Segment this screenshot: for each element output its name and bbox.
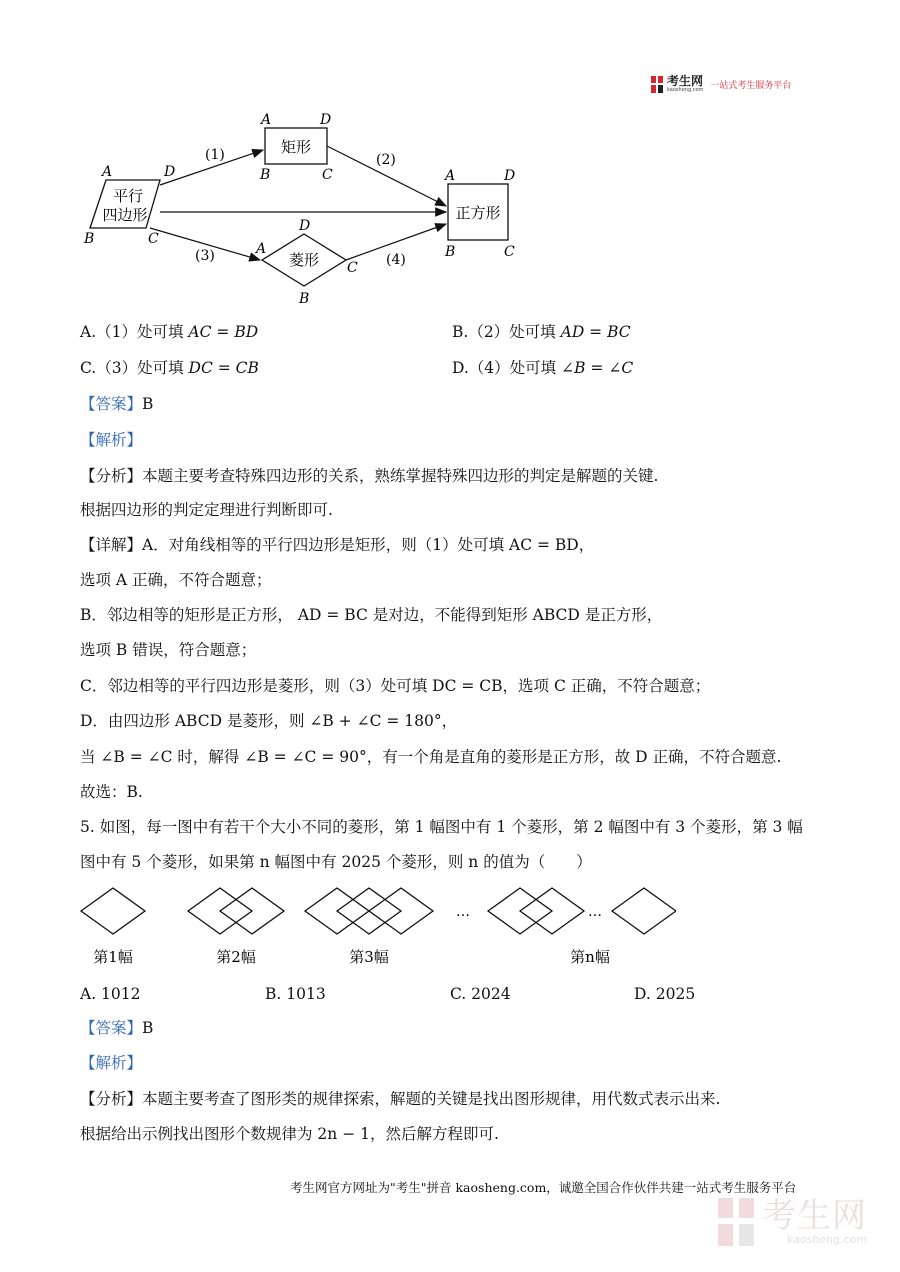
q4-xiangjie-c1: C．邻边相等的平行四边形是菱形，则（3）处可填 DC = CB，选项 C 正确，不符合题意； bbox=[80, 677, 711, 695]
q4-answer bbox=[80, 394, 153, 414]
q5-fenxi-tag: 【分析】 bbox=[80, 1090, 143, 1108]
fig1-label: 第1幅 bbox=[93, 948, 133, 966]
logo-slogan: 一站式考生服务平台 bbox=[710, 80, 792, 91]
rectangle-vertex-b: B bbox=[260, 167, 271, 183]
square-label: 正方形 bbox=[455, 204, 501, 222]
q4-option-c-label: C.（3）处可填 bbox=[80, 359, 184, 377]
arrow-4-label: (4) bbox=[386, 252, 406, 268]
q4-option-c[interactable] bbox=[80, 358, 259, 378]
q4-option-c-math: DC = CB bbox=[188, 359, 259, 377]
q4-option-d-label: D.（4）处可填 bbox=[452, 359, 557, 377]
footer-text: 考生网官方网址为"考生"拼音 kaosheng.com，诚邀全国合作伙伴共建一站式考生服务平台 bbox=[290, 1180, 797, 1195]
q4-fenxi-tag: 【分析】 bbox=[80, 467, 143, 485]
q4-xiangjie-a2: 选项 A 正确，不符合题意； bbox=[80, 571, 272, 589]
q5-fenxi bbox=[80, 1089, 720, 1109]
rectangle-vertex-d: D bbox=[320, 112, 332, 128]
q5-option-d[interactable]: D. 2025 bbox=[634, 985, 696, 1003]
q4-xiangjie-tag: 【详解】 bbox=[80, 536, 143, 554]
parallelogram-label-2: 四边形 bbox=[102, 206, 148, 224]
fign-rhombus-last bbox=[612, 888, 676, 934]
square-vertex-a: A bbox=[445, 168, 456, 184]
q5-option-b[interactable]: B. 1013 bbox=[265, 985, 326, 1003]
rhombus-vertex-b: B bbox=[299, 291, 310, 307]
q4-fenxi-text2: 根据四边形的判定定理进行判断即可. bbox=[80, 501, 333, 519]
q5-answer-value: B bbox=[142, 1019, 154, 1037]
watermark-url: kaosheng.com bbox=[786, 1233, 867, 1246]
rhombus-vertex-c: C bbox=[347, 260, 358, 276]
fig3-label: 第3幅 bbox=[349, 948, 389, 966]
q5-stem-line1: 5. 如图，每一图中有若干个大小不同的菱形，第 1 幅图中有 1 个菱形，第 2 幅图中有 3 个菱形，第 3 幅 bbox=[80, 818, 803, 836]
header-logo[interactable] bbox=[651, 74, 791, 94]
parallelogram-vertex-c: C bbox=[148, 231, 159, 247]
watermark bbox=[718, 1198, 867, 1246]
logo-mark-icon bbox=[651, 76, 663, 93]
q5-fenxi-text2: 根据给出示例找出图形个数规律为 2n − 1，然后解方程即可. bbox=[80, 1125, 499, 1143]
rhombus-label: 菱形 bbox=[288, 251, 320, 269]
parallelogram-label-1: 平行 bbox=[112, 187, 144, 205]
q4-conclusion: 故选：B. bbox=[80, 783, 143, 801]
q4-analysis-tag: 【解析】 bbox=[80, 431, 143, 449]
watermark-text-block bbox=[762, 1198, 867, 1246]
q4-xiangjie-a1-text: A．对角线相等的平行四边形是矩形，则（1）处可填 AC = BD， bbox=[142, 536, 595, 554]
q4-option-b-label: B.（2）处可填 bbox=[452, 323, 556, 341]
rectangle-label: 矩形 bbox=[280, 138, 312, 156]
q4-xiangjie-d2: 当 ∠B = ∠C 时，解得 ∠B = ∠C = 90°，有一个角是直角的菱形是正方形，故 D 正确，不符合题意. bbox=[80, 748, 782, 766]
q5-analysis-tag: 【解析】 bbox=[80, 1054, 143, 1072]
arrow-2-label: (2) bbox=[376, 152, 396, 168]
q4-option-b[interactable] bbox=[452, 322, 631, 342]
arrow-3-label: (3) bbox=[195, 248, 215, 264]
q5-stem-line2: 图中有 5 个菱形，如果第 n 幅图中有 2025 个菱形，则 n 的值为（ ） bbox=[80, 853, 592, 871]
parallelogram-vertex-a: A bbox=[102, 164, 113, 180]
q4-option-d[interactable] bbox=[452, 358, 633, 378]
square-vertex-c: C bbox=[504, 244, 515, 260]
quadrilateral-relation-diagram bbox=[70, 100, 550, 310]
logo-name: 考生网 bbox=[667, 73, 704, 88]
q4-answer-value: B bbox=[142, 395, 154, 413]
arrow-1-label: (1) bbox=[205, 147, 225, 163]
logo-text-block bbox=[667, 73, 704, 93]
fig1-rhombus bbox=[81, 888, 145, 934]
parallelogram-vertex-b: B bbox=[84, 231, 95, 247]
rectangle-vertex-c: C bbox=[322, 167, 333, 183]
q5-rhombus-pattern-figure bbox=[76, 884, 676, 974]
rhombus-vertex-d: D bbox=[299, 218, 311, 234]
q5-answer-tag: 【答案】 bbox=[80, 1019, 143, 1037]
q4-option-a-label: A.（1）处可填 bbox=[80, 323, 184, 341]
q4-option-a-math: AC = BD bbox=[188, 323, 259, 341]
q4-fenxi bbox=[80, 466, 658, 486]
q4-xiangjie-d1: D．由四边形 ABCD 是菱形，则 ∠B + ∠C = 180°， bbox=[80, 712, 458, 730]
watermark-name: 考生网 bbox=[762, 1196, 867, 1236]
logo-url: kaosheng.com bbox=[667, 86, 704, 93]
q4-answer-tag: 【答案】 bbox=[80, 395, 143, 413]
watermark-logo-icon bbox=[718, 1198, 754, 1246]
q4-xiangjie-b2: 选项 B 错误，符合题意； bbox=[80, 641, 257, 659]
q4-option-d-math: ∠B = ∠C bbox=[561, 359, 634, 377]
q5-option-a[interactable]: A. 1012 bbox=[80, 985, 141, 1003]
rectangle-vertex-a: A bbox=[261, 112, 272, 128]
q5-option-c[interactable]: C. 2024 bbox=[450, 985, 511, 1003]
q4-option-a[interactable] bbox=[80, 322, 258, 342]
fign-label: 第n幅 bbox=[570, 948, 610, 966]
q4-xiangjie-a1 bbox=[80, 535, 594, 555]
fig2-label: 第2幅 bbox=[216, 948, 256, 966]
square-vertex-b: B bbox=[445, 244, 456, 260]
parallelogram-vertex-d: D bbox=[164, 164, 176, 180]
square-vertex-d: D bbox=[504, 168, 516, 184]
q5-fenxi-text: 本题主要考查了图形类的规律探索，解题的关键是找出图形规律，用代数式表示出来. bbox=[142, 1090, 721, 1108]
q4-option-b-math: AD = BC bbox=[560, 323, 631, 341]
q4-xiangjie-b1: B．邻边相等的矩形是正方形， AD = BC 是对边，不能得到矩形 ABCD 是正方形， bbox=[80, 606, 663, 624]
fig-ellipsis-1: … bbox=[456, 904, 470, 920]
q5-answer bbox=[80, 1018, 153, 1038]
rhombus-vertex-a: A bbox=[256, 241, 267, 257]
fig-ellipsis-2: … bbox=[588, 904, 602, 920]
q4-fenxi-text: 本题主要考查特殊四边形的关系，熟练掌握特殊四边形的判定是解题的关键. bbox=[142, 467, 659, 485]
